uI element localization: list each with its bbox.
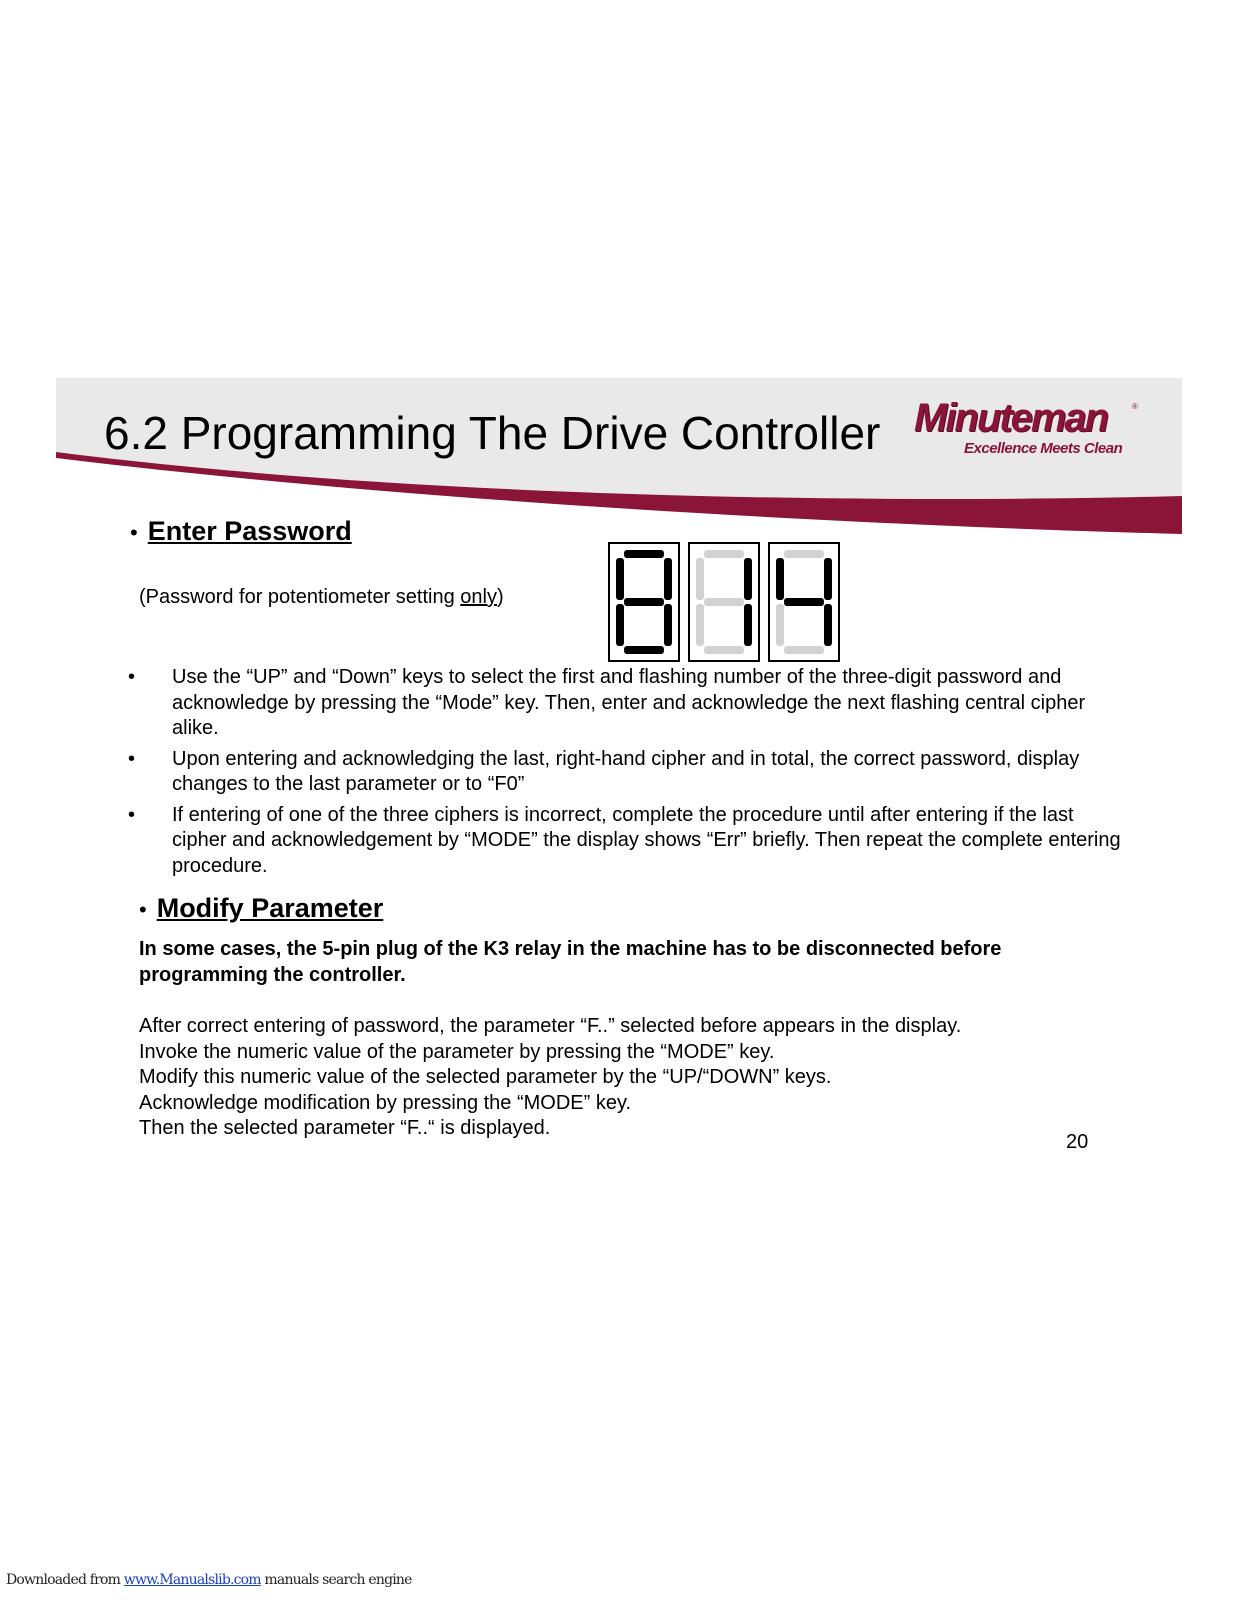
minuteman-logo bbox=[914, 398, 1154, 458]
digit-segment bbox=[824, 604, 832, 646]
instruction-line: Modify this numeric value of the selected parameter by the “UP/“DOWN” keys. bbox=[139, 1066, 832, 1089]
digit-segment bbox=[704, 550, 744, 558]
digit-segment bbox=[784, 550, 824, 558]
enter-password-heading: • Enter Password bbox=[130, 516, 352, 546]
display-digit bbox=[609, 543, 679, 661]
logo-registered-mark: ® bbox=[1132, 402, 1138, 411]
digit-segment bbox=[784, 598, 824, 606]
digit-segment bbox=[624, 598, 664, 606]
digit-segment bbox=[664, 604, 672, 646]
digit-segment bbox=[616, 558, 624, 600]
logo-name: Minuteman bbox=[914, 396, 1108, 440]
digit-segment bbox=[624, 550, 664, 558]
instruction-line: Then the selected parameter “F..“ is displayed. bbox=[139, 1117, 551, 1140]
digit-segment bbox=[824, 558, 832, 600]
password-steps bbox=[128, 665, 1128, 884]
digit-segment bbox=[696, 604, 704, 646]
page-title: 6.2 Programming The Drive Controller bbox=[104, 407, 881, 459]
footer: Downloaded from www.Manualslib.com manuals search engine bbox=[6, 1572, 412, 1588]
digit-segment bbox=[744, 604, 752, 646]
page-number: 20 bbox=[1066, 1131, 1089, 1153]
list-item: • If entering of one of the three ciphers is incorrect, complete the procedure until after entering if the last cipher and acknowledgement by “MODE” the display shows “Err” briefly. Then repeat the complete entering procedure. bbox=[128, 803, 1121, 877]
display-digit bbox=[769, 543, 839, 661]
slide bbox=[56, 378, 1182, 1170]
logo-tagline: Excellence Meets Clean bbox=[964, 440, 1123, 457]
modify-instructions bbox=[139, 1014, 1079, 1142]
digit-segment bbox=[624, 646, 664, 654]
password-note: (Password for potentiometer setting only) bbox=[139, 586, 504, 608]
instruction-line: Acknowledge modification by pressing the “MODE” key. bbox=[139, 1091, 632, 1114]
modify-parameter-heading: • Modify Parameter bbox=[139, 893, 384, 923]
digit-segment bbox=[744, 558, 752, 600]
instruction-line: Invoke the numeric value of the parameter by pressing the “MODE” key. bbox=[139, 1040, 775, 1063]
digit-segment bbox=[696, 558, 704, 600]
digit-segment bbox=[704, 646, 744, 654]
display-digit bbox=[689, 543, 759, 661]
warning-text: In some cases, the 5-pin plug of the K3 relay in the machine has to be disconnected before programming the controller. bbox=[139, 938, 1002, 986]
digit-segment bbox=[616, 604, 624, 646]
digit-segment bbox=[784, 646, 824, 654]
list-item: • Use the “UP” and “Down” keys to select the first and flashing number of the three-digit password and acknowledge by pressing the “Mode” key. Then, enter and acknowledge the next flashing central cipher alike. bbox=[128, 666, 1086, 739]
seven-segment-display bbox=[608, 542, 840, 662]
manualslib-link[interactable]: www.Manualslib.com bbox=[123, 1572, 261, 1588]
digit-segment bbox=[776, 604, 784, 646]
digit-segment bbox=[704, 598, 744, 606]
list-item: • Upon entering and acknowledging the last, right-hand cipher and in total, the correct password, display changes to the last parameter or to “F0” bbox=[128, 747, 1080, 795]
instruction-line: After correct entering of password, the parameter “F..” selected before appears in the display. bbox=[139, 1015, 962, 1037]
digit-segment bbox=[664, 558, 672, 600]
digit-segment bbox=[776, 558, 784, 600]
